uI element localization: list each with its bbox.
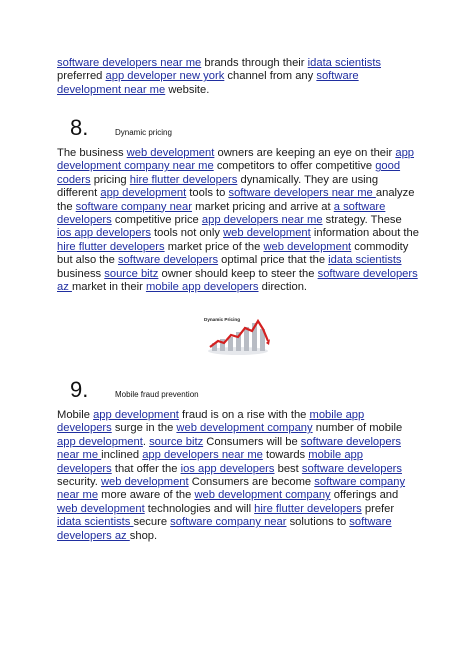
- bar-icon: [244, 327, 249, 351]
- body-text: commodity but also the: [57, 240, 409, 267]
- keyword-link[interactable]: web development company: [176, 422, 313, 435]
- keyword-link[interactable]: ios app developers: [57, 227, 151, 240]
- body-text: market in their: [71, 281, 146, 294]
- body-text: prefer: [361, 502, 395, 515]
- body-text: Mobile: [57, 409, 94, 421]
- body-text: market price of the: [164, 240, 264, 253]
- body-text: tools to: [186, 187, 229, 200]
- keyword-link[interactable]: idata scientists: [307, 57, 382, 69]
- body-text: that offer the: [111, 462, 181, 475]
- keyword-link[interactable]: software developers near me: [228, 187, 376, 200]
- body-text: secure: [133, 516, 171, 529]
- body-text: surge in the: [111, 422, 177, 435]
- keyword-link[interactable]: app developers near me: [201, 214, 323, 227]
- keyword-link[interactable]: app development: [100, 187, 187, 200]
- keyword-link[interactable]: software developers az: [57, 516, 392, 542]
- keyword-link[interactable]: idata scientists: [57, 516, 134, 529]
- body-text: towards: [262, 449, 309, 462]
- keyword-link[interactable]: mobile app developers: [57, 449, 363, 475]
- body-text: website.: [165, 83, 210, 96]
- body-text: tools not only: [150, 227, 224, 240]
- keyword-link[interactable]: mobile app developers: [57, 409, 365, 435]
- keyword-link[interactable]: mobile app developers: [145, 281, 259, 294]
- section-title: Mobile fraud prevention: [115, 390, 199, 399]
- body-text: fraud is on a rise with the: [178, 409, 310, 421]
- body-text: solutions to: [286, 516, 350, 529]
- keyword-link[interactable]: source bitz: [104, 267, 159, 280]
- keyword-link[interactable]: software developers near me: [57, 57, 202, 69]
- keyword-link[interactable]: web development: [263, 240, 352, 253]
- section-heading-9: [70, 377, 199, 403]
- keyword-link[interactable]: software development near me: [57, 70, 359, 96]
- body-text: owners are keeping an eye on their: [214, 147, 396, 159]
- keyword-link[interactable]: source bitz: [149, 435, 204, 448]
- body-text: strategy. These: [322, 214, 402, 227]
- keyword-link[interactable]: web development: [57, 502, 145, 515]
- body-text: brands through their: [201, 57, 308, 69]
- keyword-link[interactable]: software developers: [301, 462, 402, 475]
- body-text: best: [274, 462, 302, 475]
- keyword-link[interactable]: good coders: [57, 160, 401, 186]
- body-text: direction.: [258, 281, 308, 294]
- keyword-link[interactable]: ios app developers: [180, 462, 275, 475]
- keyword-link[interactable]: software developers near me: [57, 435, 401, 462]
- body-text: dynamically. They are using different: [57, 173, 379, 200]
- figure-label: Dynamic Pricing: [204, 317, 240, 322]
- keyword-link[interactable]: software company near: [170, 516, 287, 529]
- section-title: Dynamic pricing: [115, 128, 172, 137]
- keyword-link[interactable]: hire flutter developers: [254, 502, 362, 515]
- keyword-link[interactable]: a software developers: [57, 200, 386, 227]
- body-text: number of mobile: [312, 422, 403, 435]
- keyword-link[interactable]: hire flutter developers: [57, 240, 165, 253]
- body-text: business: [57, 267, 105, 280]
- section-number: 9.: [70, 377, 89, 402]
- body-text: technologies and will: [144, 502, 255, 515]
- keyword-link[interactable]: app development: [57, 435, 143, 448]
- keyword-link[interactable]: hire flutter developers: [129, 173, 238, 186]
- keyword-link[interactable]: web development: [126, 147, 215, 159]
- body-text: optimal price that the: [218, 254, 329, 267]
- paragraph-intro: [57, 57, 419, 97]
- body-text: channel from any: [224, 70, 317, 83]
- body-text: competitors to offer competitive: [213, 160, 376, 173]
- dynamic-pricing-illustration: [198, 313, 272, 357]
- keyword-link[interactable]: web development company: [194, 489, 331, 502]
- body-text: inclined: [101, 449, 143, 462]
- body-text: analyze the: [57, 187, 415, 213]
- body-text: owner should keep to steer the: [158, 267, 318, 280]
- body-text: shop.: [129, 529, 158, 542]
- keyword-link[interactable]: app developers near me: [142, 449, 263, 462]
- body-text: offerings and: [330, 489, 399, 502]
- paragraph-dynamic-pricing: [57, 147, 419, 294]
- section-heading-8: [70, 115, 172, 141]
- body-text: .: [142, 435, 150, 448]
- body-text: information about the: [310, 227, 419, 240]
- keyword-link[interactable]: software developers az: [57, 267, 418, 294]
- body-text: pricing: [90, 173, 130, 186]
- keyword-link[interactable]: web development: [100, 476, 189, 489]
- keyword-link[interactable]: web development: [223, 227, 311, 240]
- body-text: Consumers will be: [203, 435, 301, 448]
- keyword-link[interactable]: app developer new york: [105, 70, 225, 83]
- body-text: market pricing and arrive at: [191, 200, 334, 213]
- section-number: 8.: [70, 115, 89, 140]
- keyword-link[interactable]: software company near: [75, 200, 192, 213]
- keyword-link[interactable]: idata scientists: [328, 254, 402, 267]
- paragraph-mobile-fraud: [57, 409, 419, 543]
- keyword-link[interactable]: software developers: [117, 254, 219, 267]
- body-text: Consumers are become: [188, 476, 315, 489]
- keyword-link[interactable]: app development company near me: [57, 147, 415, 173]
- body-text: security.: [57, 476, 101, 489]
- body-text: more aware of the: [98, 489, 195, 502]
- body-text: competitive price: [111, 214, 202, 227]
- keyword-link[interactable]: app development: [93, 409, 179, 421]
- body-text: preferred: [57, 70, 106, 83]
- body-text: The business: [57, 147, 127, 159]
- keyword-link[interactable]: software company near me: [57, 476, 406, 502]
